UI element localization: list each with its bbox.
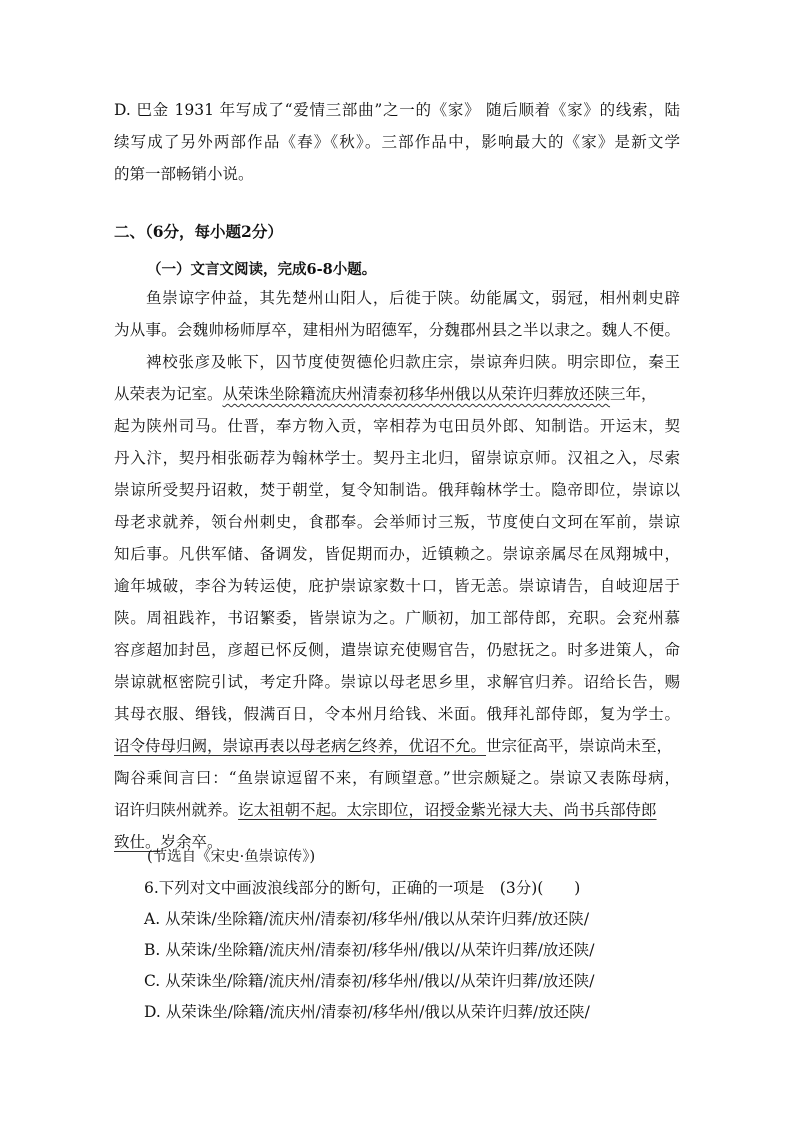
- passage-line: 崇谅所受契丹诏敕，焚于朝堂，复令知制诰。俄拜翰林学士。隐帝即位，崇谅以: [114, 481, 680, 499]
- passage-line-wavy: [114, 378, 680, 410]
- underlined-text: 致仕。: [114, 833, 161, 851]
- passage-source: (节选自《宋史·鱼崇谅传》): [147, 849, 316, 865]
- passage-line: 逾年城破，李谷为转运使，庇护崇谅家数十口，皆无恙。崇谅请告，自岐迎居于: [114, 577, 680, 595]
- passage-line: 容彦超加封邑，彦超已怀反侧，遣崇谅充使赐官告，仍慰抚之。时多进策人，命: [114, 641, 680, 659]
- classical-passage: [114, 282, 680, 858]
- passage-text: 三年，: [610, 385, 657, 403]
- passage-line: 起为陕州司马。仕晋，奉方物入贡，宰相荐为屯田员外郎、知制诰。开运末，契: [114, 417, 680, 435]
- passage-line: 陶谷乘间言曰：“鱼崇谅逗留不来，有顾望意。”世宗颇疑之。崇谅又表陈母病，: [114, 769, 680, 787]
- passage-text: 世宗征高平，崇谅尚未至，: [486, 737, 673, 755]
- section-heading: 二、（6分，每小题2分）: [114, 222, 283, 241]
- passage-line-underlined: [114, 794, 680, 826]
- passage-line: 母老求就养，领台州刺史，食郡奉。会举师讨三叛，节度使白文珂在军前，崇谅: [114, 513, 680, 531]
- passage-text: 诏许归陕州就养。: [114, 801, 239, 819]
- passage-line: 其母衣服、缗钱，假满百日，令本州月给钱、米面。俄拜礼部侍郎，复为学士。: [114, 705, 680, 723]
- passage-line-underlined: [114, 730, 680, 762]
- underlined-text: 诏令侍母归阙，崇谅再表以母老病乞终养，优诏不允。: [114, 737, 487, 755]
- option-d-line-2: 续写成了另外两部作品《春》《秋》。三部作品中，影响最大的《家》是新文学: [114, 133, 680, 151]
- passage-line: 崇谅就枢密院引试，考定升降。崇谅以母老思乡里，求解官归养。诏给长告，赐: [114, 673, 680, 691]
- wavy-underlined-text: 从荣诛坐除籍流庆州清泰初移华州俄以从荣许归葬放还陕: [222, 385, 611, 403]
- question-6-stem: 6.下列对文中画波浪线部分的断句，正确的一项是 (3分)( ): [144, 879, 581, 897]
- option-c[interactable]: C. 从荣诛坐/除籍/流庆州/清泰初/移华州/俄以/从荣许归葬/放还陕/: [144, 972, 595, 990]
- passage-line: 知后事。凡供军储、备调发，皆促期而办，近镇赖之。崇谅亲属尽在凤翔城中，: [114, 545, 680, 563]
- passage-line: 陕。周祖践祚，书诏繁委，皆崇谅为之。广顺初，加工部侍郎，充职。会兖州慕: [114, 609, 680, 627]
- option-d-line-3: 的第一部畅销小说。: [114, 165, 254, 183]
- option-a[interactable]: A. 从荣诛/坐除籍/流庆州/清泰初/移华州/俄以从荣许归葬/放还陕/: [144, 910, 590, 928]
- passage-text: 从荣表为记室。: [114, 385, 223, 403]
- option-d-paragraph: [114, 94, 680, 190]
- underlined-text: 讫太祖朝不起。太宗即位，诏授金紫光禄大夫、尚书兵部侍郎: [238, 801, 657, 819]
- option-b[interactable]: B. 从荣诛/坐除籍/流庆州/清泰初/移华州/俄以/从荣许归葬/放还陕/: [144, 941, 595, 959]
- option-d-line-1: D. 巴金 1931 年写成了“爱情三部曲”之一的《家》 随后顺着《家》的线索，陆: [114, 101, 680, 119]
- passage-text: 岁余卒。: [160, 833, 223, 851]
- passage-line: 鱼崇谅字仲益，其先楚州山阳人，后徙于陕。幼能属文，弱冠，相州刺史辟: [146, 289, 680, 307]
- passage-line: 裨校张彦及帐下，囚节度使贺德伦归款庄宗，崇谅奔归陕。明宗即位，秦王: [146, 353, 680, 371]
- option-d[interactable]: D. 从荣诛坐/除籍/流庆州/清泰初/移华州/俄以从荣许归葬/放还陕/: [144, 1003, 590, 1021]
- passage-line: 为从事。会魏帅杨师厚卒，建相州为昭德军，分魏郡州县之半以隶之。魏人不便。: [114, 321, 680, 339]
- section-subheading: （一）文言文阅读，完成6-8小题。: [147, 261, 377, 278]
- passage-line: 丹入汴，契丹相张砺荐为翰林学士。契丹主北归，留崇谅京师。汉祖之入，尽索: [114, 449, 680, 467]
